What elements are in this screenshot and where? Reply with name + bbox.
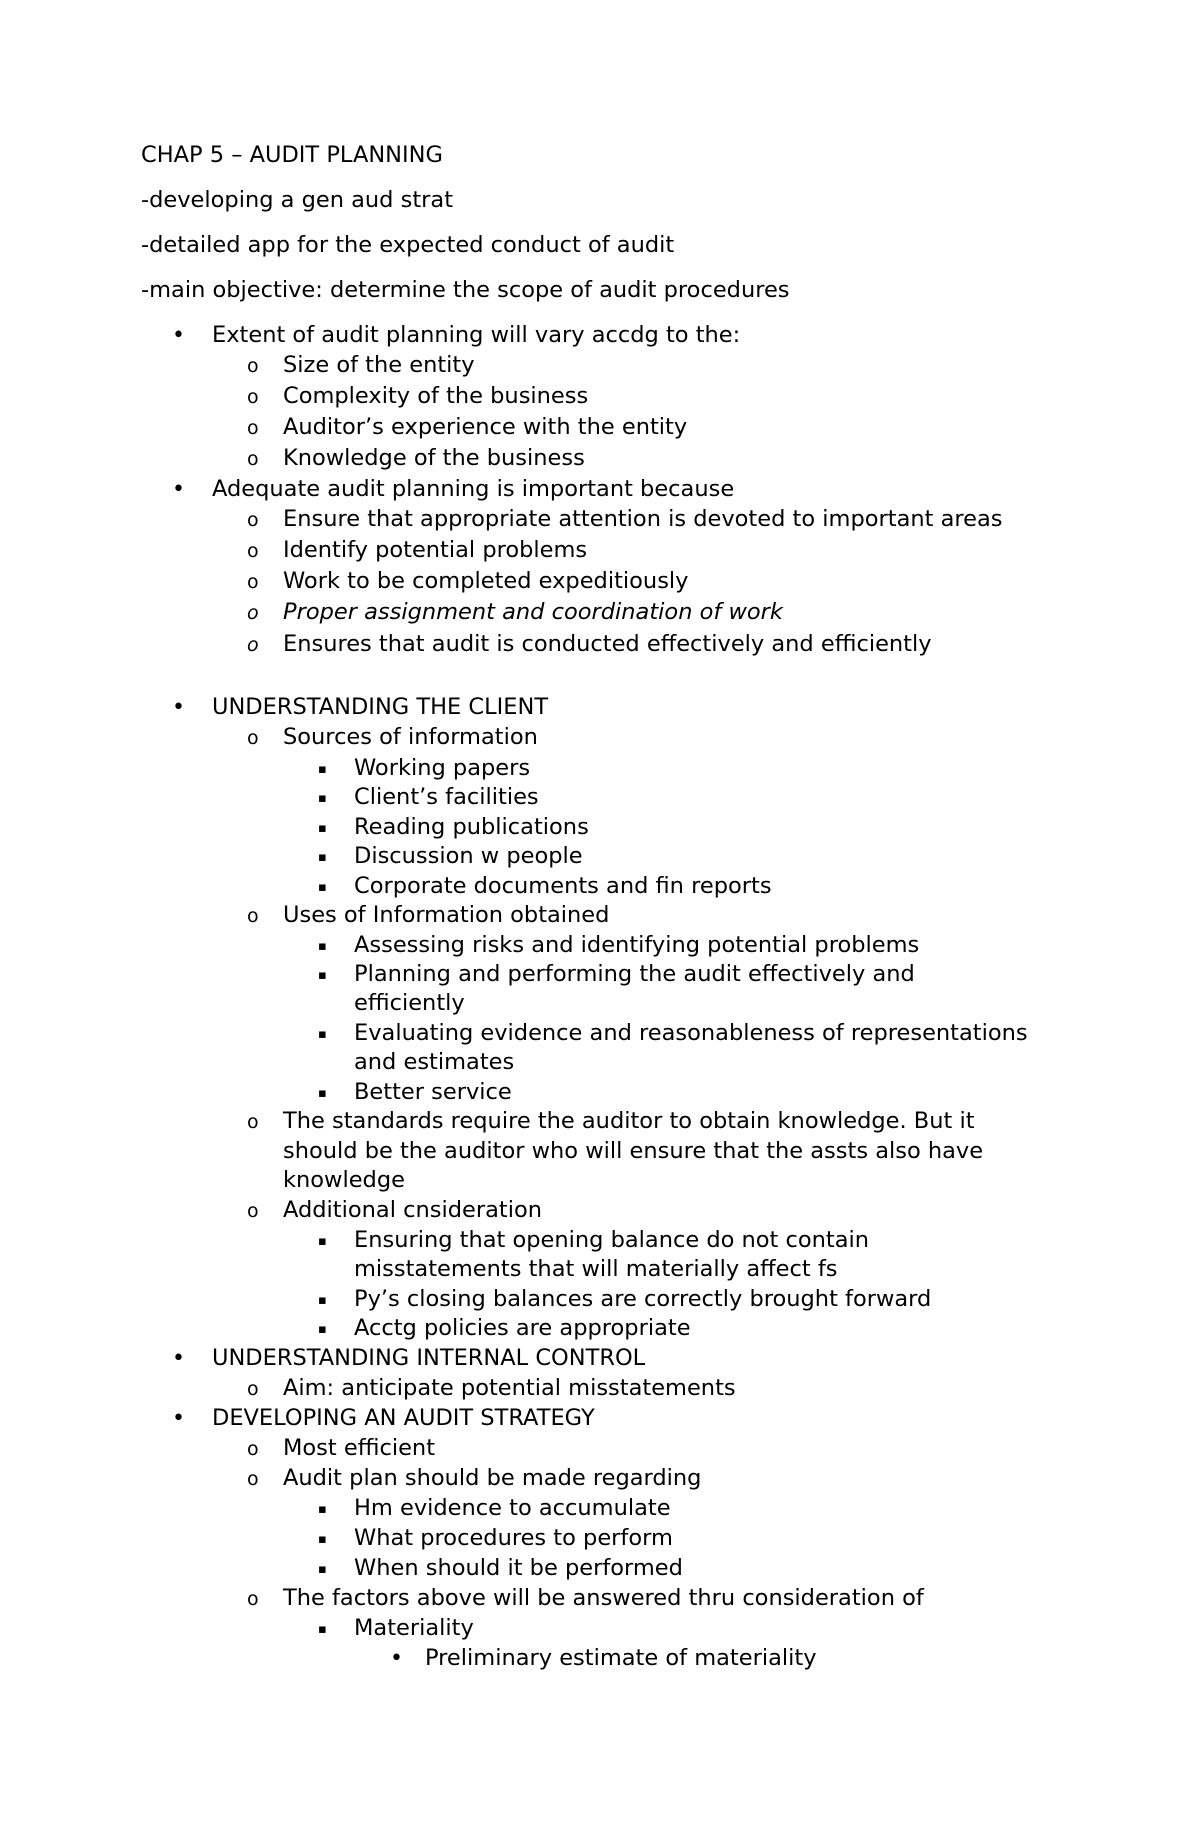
intro-line: -developing a gen aud strat — [141, 187, 454, 213]
bullet-square-icon: ▪ — [318, 1562, 327, 1577]
section-heading: UNDERSTANDING INTERNAL CONTROL — [212, 1345, 646, 1371]
bullet-circle-icon: o — [247, 905, 259, 927]
bullet-disc-icon: • — [172, 1406, 185, 1431]
list-item: Corporate documents and fin reports — [354, 873, 772, 899]
list-item: Sources of information — [283, 724, 538, 750]
list-item: Hm evidence to accumulate — [354, 1495, 671, 1521]
bullet-square-icon: ▪ — [318, 1502, 327, 1517]
list-item: Ensures that audit is conducted effectively and efficiently — [283, 631, 932, 657]
list-item: Ensuring that opening balance do not contain — [354, 1227, 870, 1253]
bullet-circle-icon: o — [247, 1438, 259, 1460]
bullet-circle-icon: o — [247, 417, 259, 439]
bullet-circle-icon: o — [247, 1468, 259, 1490]
bullet-circle-icon: o — [247, 1200, 259, 1222]
bullet-circle-icon: o — [247, 727, 259, 749]
list-item: Discussion w people — [354, 843, 583, 869]
list-item: Py’s closing balances are correctly brought forward — [354, 1286, 932, 1312]
list-item: Better service — [354, 1079, 512, 1105]
bullet-circle-icon: o — [247, 509, 259, 531]
list-item-continued: efficiently — [354, 990, 465, 1016]
list-item: Additional cnsideration — [283, 1197, 542, 1223]
bullet-square-icon: ▪ — [318, 1086, 327, 1101]
list-item: Ensure that appropriate attention is devoted to important areas — [283, 506, 1003, 532]
bullet-square-icon: ▪ — [318, 791, 327, 806]
section-heading: UNDERSTANDING THE CLIENT — [212, 694, 549, 720]
list-item: Proper assignment and coordination of work — [283, 599, 783, 625]
intro-line: -main objective: determine the scope of audit procedures — [141, 277, 790, 303]
list-item-continued: misstatements that will materially affect fs — [354, 1256, 838, 1282]
adequate-heading: Adequate audit planning is important because — [212, 476, 735, 502]
list-item-continued: and estimates — [354, 1049, 515, 1075]
list-item-continued: should be the auditor who will ensure that the assts also have — [283, 1138, 984, 1164]
list-item: Knowledge of the business — [283, 445, 585, 471]
list-item: Complexity of the business — [283, 383, 589, 409]
bullet-circle-icon: o — [247, 448, 259, 470]
list-item: Preliminary estimate of materiality — [425, 1645, 817, 1671]
bullet-disc-icon: • — [172, 695, 185, 720]
bullet-square-icon: ▪ — [318, 968, 327, 983]
bullet-circle-icon: o — [247, 386, 259, 408]
list-item: Client’s facilities — [354, 784, 539, 810]
bullet-disc-icon: • — [172, 477, 185, 502]
bullet-circle-icon: o — [247, 571, 259, 593]
list-item-continued: knowledge — [283, 1167, 405, 1193]
list-item: The factors above will be answered thru consideration of — [283, 1585, 924, 1611]
bullet-square-icon: ▪ — [318, 1532, 327, 1547]
document-title: CHAP 5 – AUDIT PLANNING — [141, 142, 443, 168]
intro-line: -detailed app for the expected conduct of audit — [141, 232, 675, 258]
bullet-circle-icon: o — [247, 355, 259, 377]
list-item: Materiality — [354, 1615, 474, 1641]
bullet-circle-icon: o — [247, 634, 259, 656]
list-item: Identify potential problems — [283, 537, 588, 563]
extent-heading: Extent of audit planning will vary accdg to the: — [212, 322, 741, 348]
list-item: Aim: anticipate potential misstatements — [283, 1375, 736, 1401]
bullet-square-icon: ▪ — [318, 1293, 327, 1308]
list-item: Auditor’s experience with the entity — [283, 414, 688, 440]
bullet-disc-icon: • — [172, 323, 185, 348]
list-item: Assessing risks and identifying potential problems — [354, 932, 920, 958]
list-item: Work to be completed expeditiously — [283, 568, 689, 594]
bullet-square-icon: ▪ — [318, 762, 327, 777]
list-item: Working papers — [354, 755, 531, 781]
bullet-square-icon: ▪ — [318, 1234, 327, 1249]
bullet-circle-icon: o — [247, 602, 259, 624]
bullet-square-icon: ▪ — [318, 1027, 327, 1042]
bullet-square-icon: ▪ — [318, 1322, 327, 1337]
list-item: Most efficient — [283, 1435, 436, 1461]
bullet-circle-icon: o — [247, 1378, 259, 1400]
list-item: What procedures to perform — [354, 1525, 673, 1551]
list-item: Size of the entity — [283, 352, 475, 378]
list-item: Planning and performing the audit effectively and — [354, 961, 915, 987]
bullet-circle-icon: o — [247, 540, 259, 562]
bullet-square-icon: ▪ — [318, 821, 327, 836]
bullet-disc-icon: • — [390, 1646, 403, 1671]
section-heading: DEVELOPING AN AUDIT STRATEGY — [212, 1405, 595, 1431]
bullet-circle-icon: o — [247, 1588, 259, 1610]
list-item: Reading publications — [354, 814, 589, 840]
list-item: When should it be performed — [354, 1555, 683, 1581]
bullet-square-icon: ▪ — [318, 880, 327, 895]
list-item: Audit plan should be made regarding — [283, 1465, 702, 1491]
bullet-square-icon: ▪ — [318, 939, 327, 954]
list-item: Evaluating evidence and reasonableness of representations — [354, 1020, 1028, 1046]
list-item: Uses of Information obtained — [283, 902, 610, 928]
bullet-square-icon: ▪ — [318, 850, 327, 865]
bullet-disc-icon: • — [172, 1346, 185, 1371]
list-item: Acctg policies are appropriate — [354, 1315, 691, 1341]
list-item: The standards require the auditor to obtain knowledge. But it — [283, 1108, 975, 1134]
bullet-square-icon: ▪ — [318, 1622, 327, 1637]
bullet-circle-icon: o — [247, 1111, 259, 1133]
